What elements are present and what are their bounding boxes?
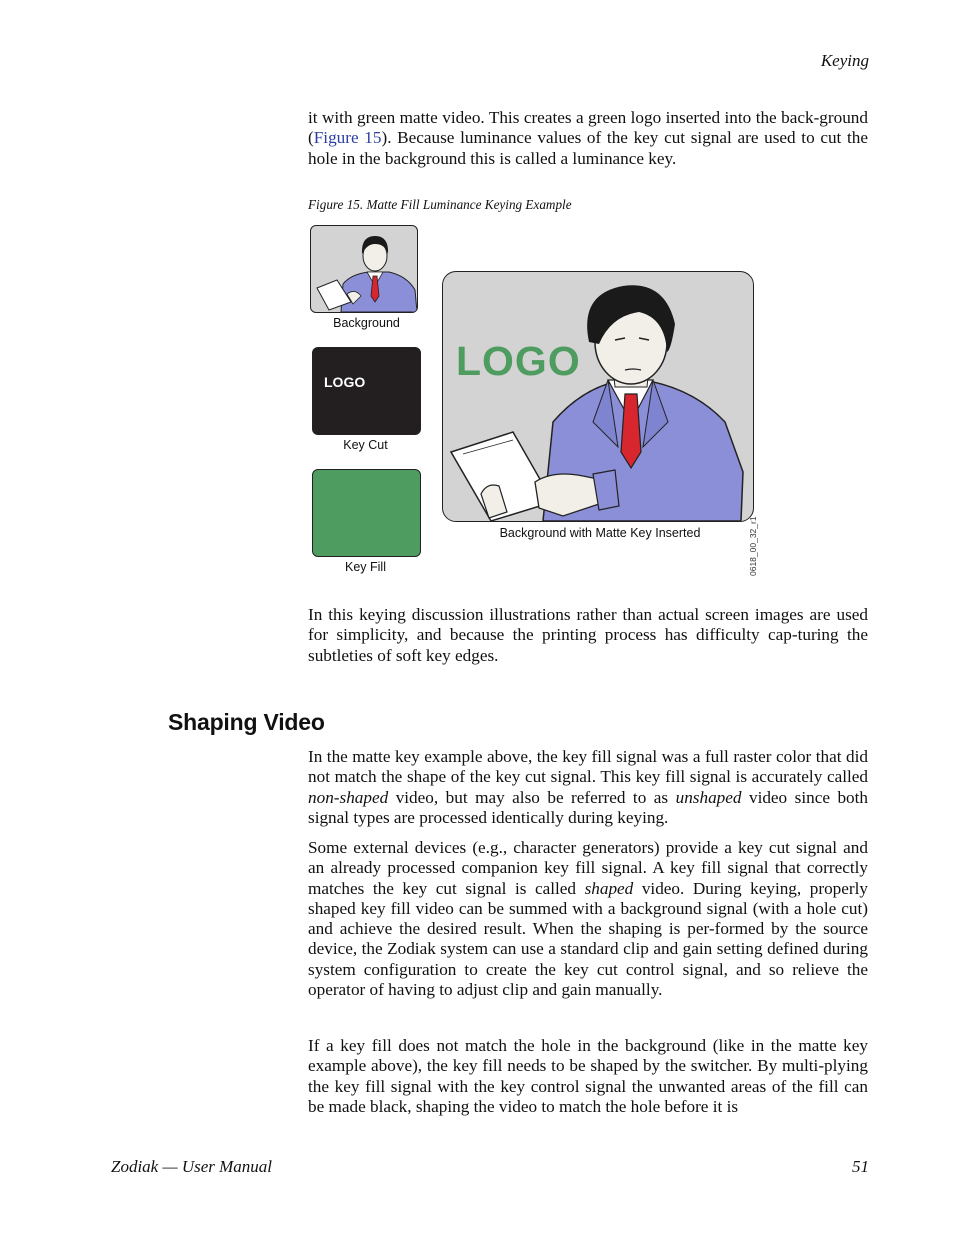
- p2-text-a: Some external devices (e.g., character generators) provide a key cut signal and an already processed companion key fill signal. A key fill signal that correctly matches the key cut signal is called: [308, 838, 868, 898]
- p2-emphasis-shaped: shaped: [584, 878, 634, 898]
- intro-text: it with green matte video. This creates a green logo inserted into the back-ground (: [308, 108, 868, 148]
- shaping-paragraph-3: If a key fill does not match the hole in the background (like in the matte key example above), the key fill needs to be shaped by the switcher. By multi-plying the key fill signal with the key control signal the unwanted areas of the fill can be made black, shaping the video to match the hole before it is: [308, 1036, 868, 1116]
- intro-text-end: ). Because luminance values of the key cut signal are used to cut the hole in the background this is called a luminance key.: [308, 128, 868, 168]
- key-cut-logo-text: LOGO: [324, 374, 366, 390]
- background-label: Background: [333, 316, 400, 330]
- footer-page-number: 51: [852, 1157, 869, 1176]
- p1-emphasis-unshaped: unshaped: [675, 787, 742, 807]
- key-cut-label: Key Cut: [343, 438, 388, 452]
- keying-figure: [300, 218, 770, 588]
- composite-image: [442, 271, 754, 522]
- composite-logo-text: LOGO: [456, 338, 581, 384]
- background-thumbnail: [310, 225, 418, 313]
- composite-label: Background with Matte Key Inserted: [499, 526, 701, 540]
- footer-manual-title: Zodiak — User Manual: [111, 1157, 273, 1176]
- p2-text-b: video. During keying, properly shaped key fill video can be summed with a background signal (with a hole cut) and achieve the desired result. When the shaping is per-formed by the source device, the Zodiak system can use a standard clip and gain setting defined during system configuration to create the key cut control signal, and so relieve the operator of having to adjust clip and gain manually.: [308, 878, 868, 1000]
- figure-caption: Figure 15. Matte Fill Luminance Keying Example: [308, 197, 572, 212]
- background-person-image: [311, 226, 417, 312]
- p1-text-b: video, but may also be referred to as: [388, 787, 676, 807]
- running-head: Keying: [820, 51, 869, 70]
- illustrations-paragraph: In this keying discussion illustrations rather than actual screen images are used for simplicity, and because the printing process has difficulty cap-turing the subtleties of soft key edges.: [308, 605, 868, 665]
- section-heading: Shaping Video: [168, 709, 325, 735]
- p1-text-c: video since both signal types are processed identically during keying.: [308, 787, 868, 827]
- shaping-paragraph-2: [308, 838, 868, 1000]
- composite-person-image: [443, 272, 753, 521]
- figure-code: 0618_00_32_r1: [748, 516, 758, 576]
- key-fill-label: Key Fill: [345, 560, 386, 574]
- intro-paragraph: [308, 108, 868, 169]
- p1-emphasis-nonshaped: non-shaped: [308, 787, 389, 807]
- p1-text-a: In the matte key example above, the key fill signal was a full raster color that did not match the shape of the key cut signal. This key fill signal is accurately called: [308, 747, 868, 787]
- key-cut-thumbnail: [312, 347, 421, 435]
- figure-link[interactable]: Figure 15: [313, 128, 382, 148]
- key-fill-thumbnail: [312, 469, 421, 557]
- shaping-paragraph-1: [308, 747, 868, 828]
